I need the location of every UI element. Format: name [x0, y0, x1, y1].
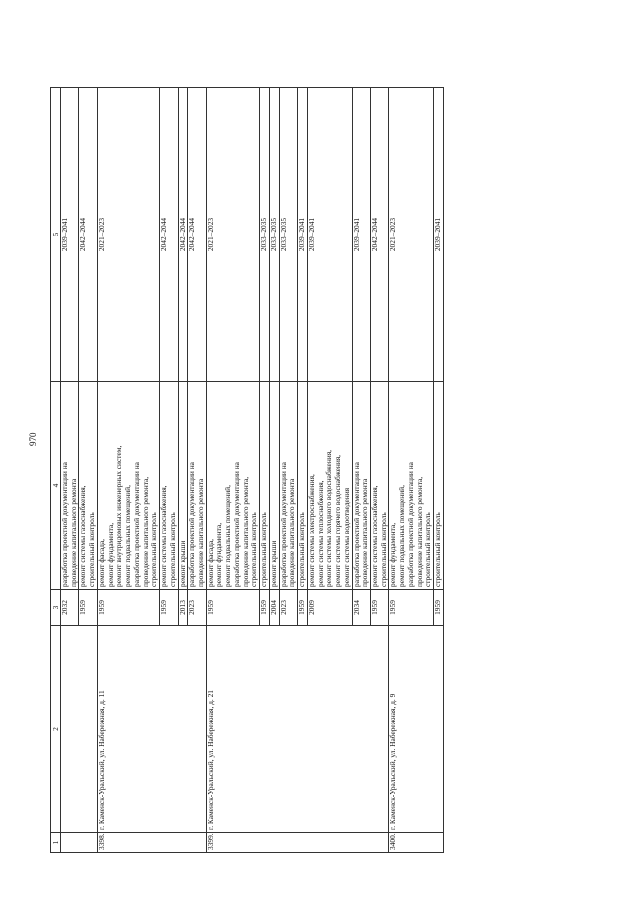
work-item: строительный контроль [433, 512, 443, 587]
works-cell [298, 382, 308, 590]
work-item: разработка проектной документации на [231, 462, 241, 587]
year-cell: 2023 [279, 590, 297, 626]
object-number: 3398. [97, 833, 206, 853]
capital-repair-table-rotated [50, 88, 587, 853]
work-item: ремонт внутридомовых инженерных систем, [114, 445, 124, 587]
header-cell: 1 [51, 833, 61, 853]
year-cell: 1959 [97, 590, 159, 626]
header-row [51, 88, 61, 853]
work-item: ремонт системы электроснабжения, [306, 474, 316, 587]
work-item: ремонт фасада, [205, 539, 215, 587]
year-cell: 1959 [298, 590, 308, 626]
work-item: строительный контроль [167, 512, 177, 587]
works-cell [389, 382, 434, 590]
works-cell [61, 382, 79, 590]
period-cell: 2042–2044 [370, 88, 388, 382]
works-cell [79, 382, 97, 590]
year-cell: 1959 [434, 590, 444, 626]
work-item: строительный контроль [87, 512, 97, 587]
header-cell: 3 [51, 590, 61, 626]
year-cell: 1959 [79, 590, 97, 626]
work-item: строительный контроль [249, 512, 259, 587]
period-cell: 2033–2035 [260, 88, 270, 382]
work-item: ремонт системы газоснабжения, [369, 485, 379, 587]
object-number [61, 833, 98, 853]
works-cell [370, 382, 388, 590]
work-item: разработка проектной документации на [351, 462, 361, 587]
works-cell [206, 382, 259, 590]
work-item: ремонт фундамента, [388, 522, 398, 587]
work-item: строительный контроль [149, 512, 159, 587]
period-cell: 2042–2044 [79, 88, 97, 382]
year-cell: 2023 [188, 590, 206, 626]
work-item: разработка проектной документации на [60, 462, 69, 587]
table-row [61, 88, 79, 853]
year-cell: 2009 [307, 590, 352, 626]
object-address [61, 626, 98, 833]
work-item: ремонт системы горячего водоснабжения, [333, 454, 343, 587]
work-item: строительный контроль [423, 512, 433, 587]
work-item: разработка проектной документации на [187, 462, 197, 587]
work-item: разработка проектной документации на [405, 462, 415, 587]
works-cell [352, 382, 370, 590]
year-cell: 1959 [160, 590, 178, 626]
work-item: проведение капитального ремонта, [140, 476, 150, 587]
work-item: разработка проектной документации на [278, 462, 288, 587]
period-cell: 2042–2044 [178, 88, 188, 382]
year-cell: 1959 [389, 590, 434, 626]
object-address: г. Каменск-Уральский, ул. Набережная, д. 9 [389, 626, 443, 833]
work-item: проведение капитального ремонта, [414, 476, 424, 587]
period-cell: 2033–2035 [279, 88, 297, 382]
object-address: г. Каменск-Уральский, ул. Набережная, д. 11 [97, 626, 206, 833]
year-cell: 2013 [178, 590, 188, 626]
year-cell: 2032 [61, 590, 79, 626]
works-cell [269, 382, 279, 590]
work-item: строительный контроль [297, 512, 307, 587]
object-number: 3399. [206, 833, 389, 853]
page-number: 970 [28, 432, 38, 446]
works-cell [188, 382, 206, 590]
work-item: проведение капитального ремонта [196, 478, 206, 587]
period-cell: 2033–2035 [269, 88, 279, 382]
period-cell: 2042–2044 [160, 88, 178, 382]
work-item: ремонт системы газоснабжения, [159, 485, 169, 587]
work-item: ремонт крыши [177, 540, 187, 587]
period-cell: 2039–2041 [298, 88, 308, 382]
work-item: разработка проектной документации на [131, 462, 141, 587]
work-item: ремонт фундамента, [214, 522, 224, 587]
work-item: ремонт подвальных помещений, [223, 485, 233, 587]
work-item: ремонт системы водоотведения [341, 487, 351, 587]
work-item: ремонт подвальных помещений, [123, 485, 133, 587]
works-cell [434, 382, 444, 590]
work-item: ремонт системы газоснабжения, [78, 485, 88, 587]
table-row [389, 88, 434, 853]
work-item: ремонт крыши [268, 540, 278, 587]
work-item: проведение капитального ремонта [68, 478, 78, 587]
works-cell [260, 382, 270, 590]
period-cell: 2039–2041 [434, 88, 444, 382]
object-address: г. Каменск-Уральский, ул. Набережная, д. 21 [206, 626, 389, 833]
year-cell: 1959 [260, 590, 270, 626]
table-row [97, 88, 159, 853]
year-cell: 2004 [269, 590, 279, 626]
work-item: проведение капитального ремонта [360, 478, 370, 587]
year-cell: 1959 [370, 590, 388, 626]
year-cell: 2034 [352, 590, 370, 626]
works-cell [160, 382, 178, 590]
period-cell: 2021–2023 [206, 88, 259, 382]
work-item: проведение капитального ремонта, [240, 476, 250, 587]
work-item: ремонт системы теплоснабжения, [315, 480, 325, 587]
period-cell: 2042–2044 [188, 88, 206, 382]
year-cell: 1959 [206, 590, 259, 626]
work-item: строительный контроль [259, 512, 269, 587]
work-item: ремонт подвальных помещений, [397, 485, 407, 587]
object-number: 3400. [389, 833, 443, 853]
header-cell: 4 [51, 382, 61, 590]
work-item: ремонт системы холодного водоснабжения, [324, 450, 334, 587]
period-cell: 2039–2041 [307, 88, 352, 382]
works-cell [279, 382, 297, 590]
work-item: ремонт фасада, [96, 539, 106, 587]
header-cell: 5 [51, 88, 61, 382]
period-cell: 2039–2041 [61, 88, 79, 382]
capital-repair-table [50, 87, 444, 853]
works-cell [307, 382, 352, 590]
period-cell: 2021–2023 [97, 88, 159, 382]
period-cell: 2039–2041 [352, 88, 370, 382]
work-item: строительный контроль [378, 512, 388, 587]
work-item: ремонт фундамента, [105, 522, 115, 587]
period-cell: 2021–2023 [389, 88, 434, 382]
work-item: проведение капитального ремонта [287, 478, 297, 587]
table-row [206, 88, 259, 853]
works-cell [97, 382, 159, 590]
header-cell: 2 [51, 626, 61, 833]
